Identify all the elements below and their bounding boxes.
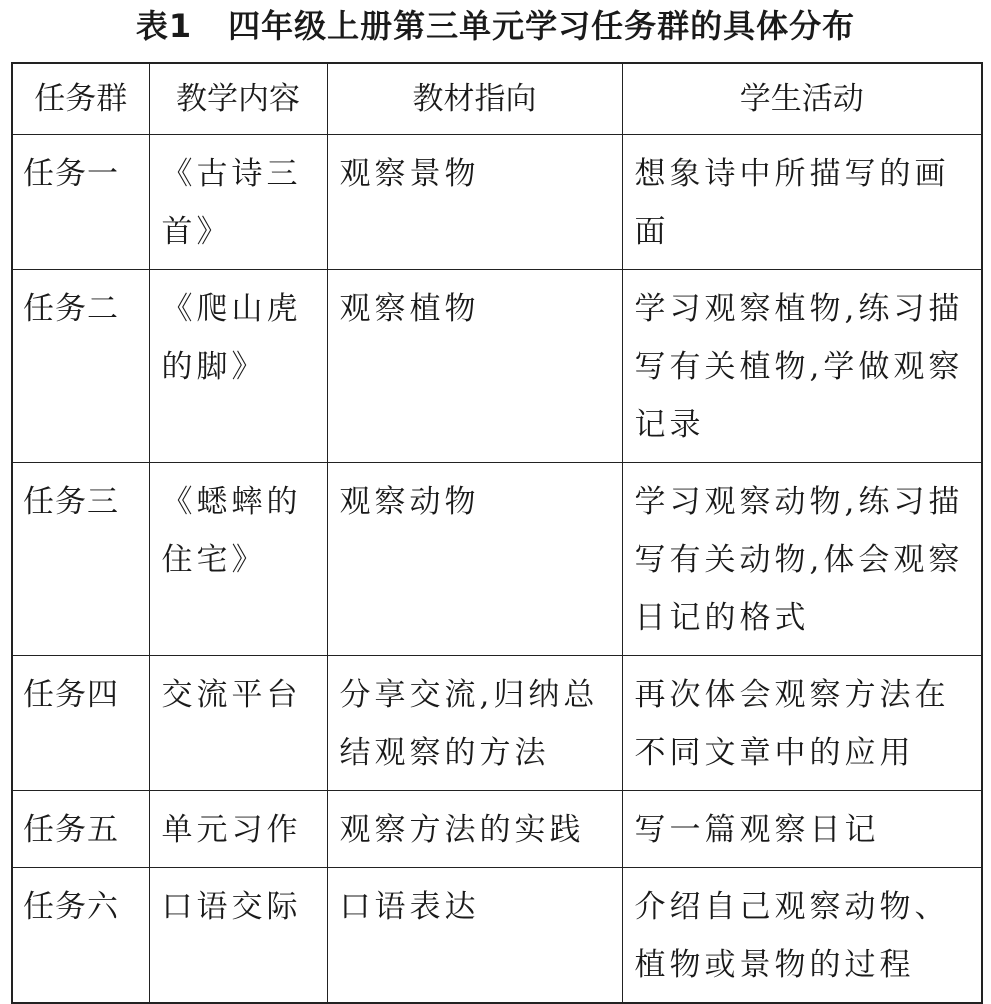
table-row (12, 270, 982, 463)
activity-cell: 想象诗中所描写的画面 (622, 135, 982, 270)
content-cell: 交流平台 (149, 656, 327, 791)
activity-cell: 写一篇观察日记 (622, 791, 982, 868)
content-cell: 《蟋蟀的住宅》 (149, 463, 327, 656)
task-cell: 任务二 (12, 270, 149, 463)
focus-cell: 观察景物 (327, 135, 622, 270)
table-row (12, 656, 982, 791)
content-cell: 口语交际 (149, 868, 327, 1004)
table-caption (0, 4, 991, 48)
focus-cell: 口语表达 (327, 868, 622, 1004)
activity-cell: 学习观察植物,练习描写有关植物,学做观察记录 (622, 270, 982, 463)
content-cell: 《古诗三首》 (149, 135, 327, 270)
content-cell: 单元习作 (149, 791, 327, 868)
header-student-activity: 学生活动 (622, 63, 982, 135)
task-distribution-table (11, 62, 983, 1004)
task-cell: 任务六 (12, 868, 149, 1004)
header-row (12, 63, 982, 135)
header-task-group: 任务群 (12, 63, 149, 135)
focus-cell: 分享交流,归纳总结观察的方法 (327, 656, 622, 791)
table-row (12, 463, 982, 656)
table-title: 四年级上册第三单元学习任务群的具体分布 (228, 7, 856, 45)
task-cell: 任务四 (12, 656, 149, 791)
activity-cell: 介绍自己观察动物、植物或景物的过程 (622, 868, 982, 1004)
task-cell: 任务一 (12, 135, 149, 270)
focus-cell: 观察动物 (327, 463, 622, 656)
header-teaching-content: 教学内容 (149, 63, 327, 135)
task-cell: 任务五 (12, 791, 149, 868)
table-row (12, 791, 982, 868)
task-cell: 任务三 (12, 463, 149, 656)
table-row (12, 868, 982, 1004)
activity-cell: 再次体会观察方法在不同文章中的应用 (622, 656, 982, 791)
table-label: 表1 (135, 7, 193, 45)
table-row (12, 135, 982, 270)
activity-cell: 学习观察动物,练习描写有关动物,体会观察日记的格式 (622, 463, 982, 656)
focus-cell: 观察方法的实践 (327, 791, 622, 868)
focus-cell: 观察植物 (327, 270, 622, 463)
content-cell: 《爬山虎的脚》 (149, 270, 327, 463)
header-textbook-focus: 教材指向 (327, 63, 622, 135)
